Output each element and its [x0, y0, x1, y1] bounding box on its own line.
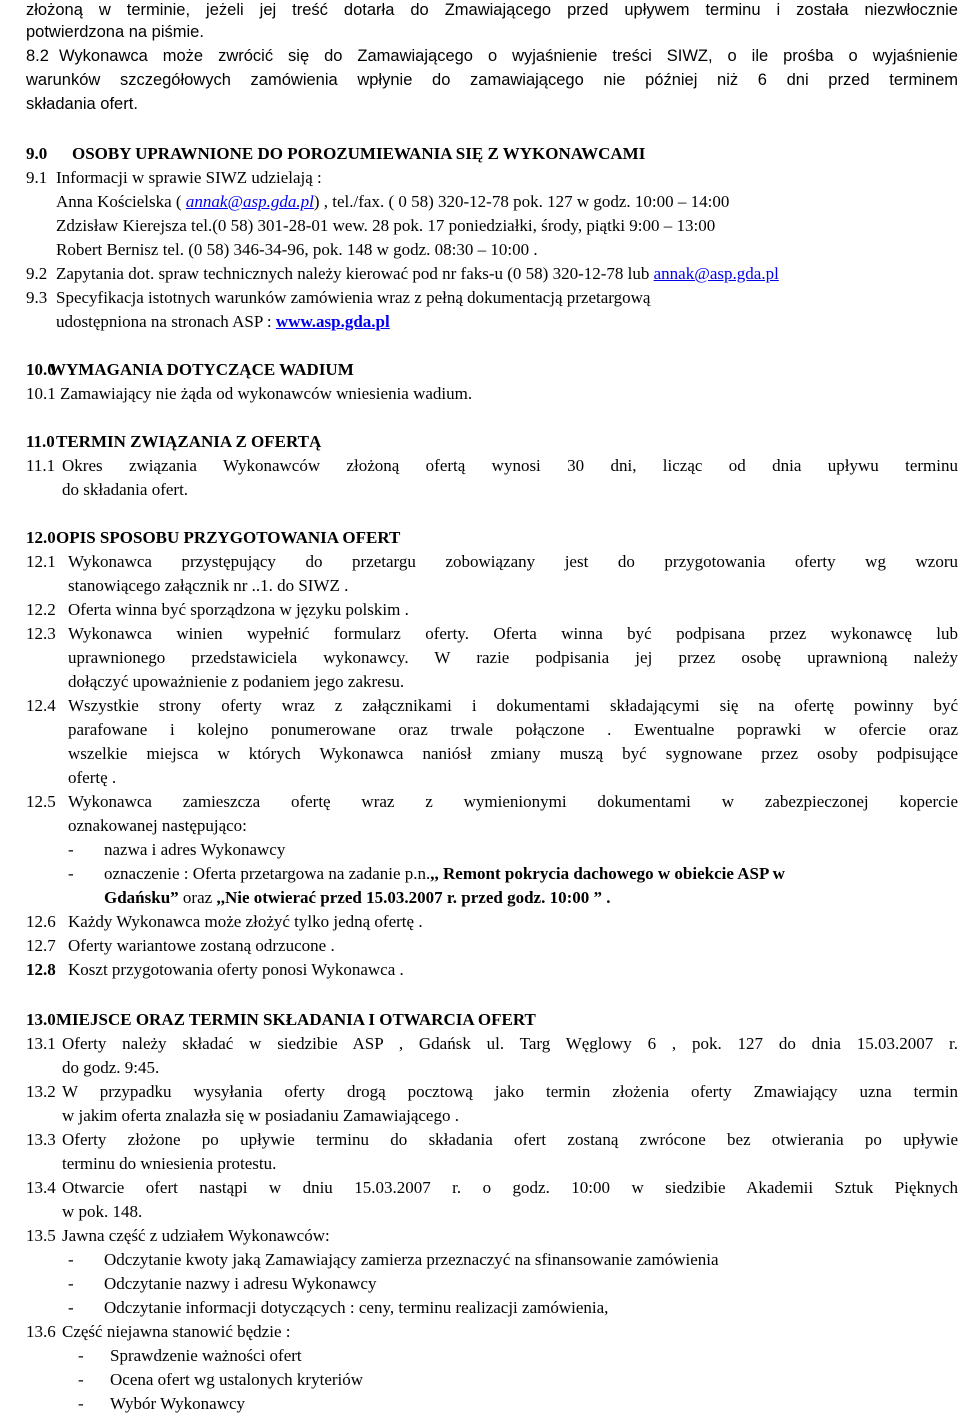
contact-zdzislaw: Zdzisław Kierejsza tel.(0 58) 301-28-01 wew. 28 pok. 17 poniedziałki, środy, piątki 9:00 – 13:00 [56, 216, 716, 235]
section-number: 12.0 [26, 528, 56, 547]
paragraph-line: Okres związania Wykonawców złożoną ofertą wynosi 30 dni, licząc od dnia upływu terminu [62, 456, 958, 475]
bullet-dash: - [78, 1370, 84, 1389]
list-item: Ocena ofert wg ustalonych kryteriów [110, 1370, 364, 1389]
paragraph-line: Oferty złożone po upływie terminu do składania ofert zostaną zwrócone bez otwierania po upływie [62, 1130, 958, 1149]
paragraph-line: W przypadku wysyłania oferty drogą pocztową jako termin złożenia oferty Zmawiający uzna termin [62, 1082, 958, 1101]
do-not-open-note: ,,Nie otwierać przed 15.03.2007 r. przed godz. 10:00 ” . [216, 888, 611, 907]
paragraph-line: Wykonawca przystępujący do przetargu zobowiązany jest do przygotowania oferty wg wzoru [68, 552, 958, 571]
paragraph-line: oznakowanej następująco: [68, 816, 247, 835]
list-item [104, 863, 785, 885]
list-item: Sprawdzenie ważności ofert [110, 1346, 302, 1365]
item-number: 12.6 [26, 912, 56, 931]
section-heading: OSOBY UPRAWNIONE DO POROZUMIEWANIA SIĘ Z WYKONAWCAMI [72, 144, 646, 163]
email-link[interactable]: annak@asp.gda.pl [185, 192, 314, 211]
paragraph-line: Część niejawna stanowić będzie : [62, 1322, 291, 1341]
paragraph-line: Każdy Wykonawca może złożyć tylko jedną ofertę . [68, 912, 423, 931]
paragraph-line: Wszystkie strony oferty wraz z załącznikami i dokumentami składającymi się na ofertę powinny być [68, 696, 958, 715]
item-number: 13.3 [26, 1130, 56, 1149]
paragraph-line: w jakim oferta znalazła się w posiadaniu Zamawiającego . [62, 1106, 459, 1125]
paragraph-line: stanowiącego załącznik nr ..1. do SIWZ . [68, 576, 349, 595]
section-heading: TERMIN ZWIĄZANIA Z OFERTĄ [56, 432, 322, 451]
paragraph-line: parafowane i kolejno ponumerowane oraz trwale połączone . Ewentualne poprawki w ofercie oraz [68, 720, 958, 739]
section-heading: MIEJSCE ORAZ TERMIN SKŁADANIA I OTWARCIA OFERT [56, 1010, 536, 1029]
list-item: Odczytanie informacji dotyczących : ceny, terminu realizacji zamówienia, [104, 1298, 609, 1317]
item-number: 13.1 [26, 1034, 56, 1053]
bullet-dash: - [78, 1394, 84, 1413]
section-number: 11.0 [26, 432, 55, 451]
paragraph-line: dołączyć upoważnienie z podaniem jego zakresu. [68, 672, 405, 691]
bullet-dash: - [68, 864, 74, 883]
paragraph-line [56, 311, 390, 333]
paragraph-line: 10.1 Zamawiający nie żąda od wykonawców wniesienia wadium. [26, 384, 473, 403]
paragraph-line: ofertę . [68, 768, 117, 787]
contact-name: Anna Kościelska ( [56, 192, 186, 211]
paragraph-line: do składania ofert. [62, 480, 189, 499]
list-item: Odczytanie kwoty jaką Zamawiający zamierza przeznaczyć na sfinansowanie zamówienia [104, 1250, 719, 1269]
list-item: Wybór Wykonawcy [110, 1394, 246, 1413]
item-number: 12.7 [26, 936, 56, 955]
section-number: 10.0 [26, 360, 56, 379]
project-title: ,, Remont pokrycia dachowego w obiekcie ASP w [430, 864, 785, 883]
paragraph-line: Wykonawca może zwrócić się do Zamawiającego o wyjaśnienie treści SIWZ, o ile prośba o wyjaśnienie [59, 47, 958, 65]
bullet-dash: - [78, 1346, 84, 1365]
paragraph-line: Informacji w sprawie SIWZ udzielają : [56, 168, 322, 187]
paragraph-line: w pok. 148. [62, 1202, 143, 1221]
website-link[interactable]: www.asp.gda.pl [275, 312, 390, 331]
paragraph-line: do godz. 9:45. [62, 1058, 160, 1077]
paragraph-line: składania ofert. [26, 95, 138, 113]
project-title: Gdańsku” [104, 888, 179, 907]
text-span: oznaczenie : Oferta przetargowa na zadanie p.n. [104, 864, 431, 883]
paragraph-line: wszelkie miejsca w których Wykonawca naniósł zmiany muszą być sygnowane przez osoby podpisujące [68, 744, 958, 763]
item-number: 9.1 [26, 168, 48, 187]
item-number: 11.1 [26, 456, 56, 475]
paragraph-line: warunków szczegółowych zamówienia wpłynie do zamawiającego nie później niż 6 dni przed terminem [26, 71, 958, 89]
item-number: 12.8 [26, 960, 56, 979]
paragraph-line: Otwarcie ofert nastąpi w dniu 15.03.2007 r. o godz. 10:00 w siedzibie Akademii Sztuk Pięknych [62, 1178, 958, 1197]
paragraph-line: Oferty wariantowe zostaną odrzucone . [68, 936, 335, 955]
bullet-dash: - [68, 1250, 74, 1269]
section-number: 13.0 [26, 1010, 56, 1029]
bullet-dash: - [68, 840, 74, 859]
contact-anna [56, 191, 729, 213]
item-number: 12.5 [26, 792, 56, 811]
bullet-dash: - [68, 1274, 74, 1293]
paragraph-line: Koszt przygotowania oferty ponosi Wykonawca . [68, 960, 404, 979]
paragraph-line: Wykonawca winien wypełnić formularz oferty. Oferta winna być podpisana przez wykonawcę lub [68, 624, 958, 643]
paragraph-line: potwierdzona na piśmie. [26, 23, 204, 41]
contact-robert: Robert Bernisz tel. (0 58) 346-34-96, pok. 148 w godz. 08:30 – 10:00 . [56, 240, 538, 259]
section-heading: OPIS SPOSOBU PRZYGOTOWANIA OFERT [56, 528, 401, 547]
paragraph-line [56, 263, 779, 285]
paragraph-line: Specyfikacja istotnych warunków zamówienia wraz z pełną dokumentacją przetargową [56, 288, 651, 307]
paragraph-line: uprawnionego przedstawiciela wykonawcy. W razie podpisania jej przez osobę uprawnioną należy [68, 648, 958, 667]
item-number: 9.2 [26, 264, 48, 283]
list-item-continued [104, 887, 611, 909]
text-span: udostępniona na stronach ASP : [56, 312, 276, 331]
list-item: nazwa i adres Wykonawcy [104, 840, 286, 859]
paragraph-line: Jawna część z udziałem Wykonawców: [62, 1226, 330, 1245]
item-number: 8.2 [26, 47, 49, 65]
contact-details: ) , tel./fax. ( 0 58) 320-12-78 pok. 127 w godz. 10:00 – 14:00 [313, 192, 730, 211]
text-span: Zapytania dot. spraw technicznych należy kierować pod nr faks-u (0 58) 320-12-78 lub [56, 264, 654, 283]
item-number: 9.3 [26, 288, 48, 307]
paragraph-line: złożoną w terminie, jeżeli jej treść dotarła do Zmawiającego przed upływem terminu i została niezwłocznie [26, 1, 958, 19]
paragraph-line: Oferta winna być sporządzona w języku polskim . [68, 600, 409, 619]
bullet-dash: - [68, 1298, 74, 1317]
item-number: 13.5 [26, 1226, 56, 1245]
item-number: 12.1 [26, 552, 56, 571]
paragraph-line: Wykonawca zamieszcza ofertę wraz z wymienionymi dokumentami w zabezpieczonej kopercie [68, 792, 958, 811]
section-heading: WYMAGANIA DOTYCZĄCE WADIUM [49, 360, 354, 379]
text-span: oraz [178, 888, 217, 907]
item-number: 12.4 [26, 696, 56, 715]
item-number: 12.3 [26, 624, 56, 643]
paragraph-line: Oferty należy składać w siedzibie ASP , Gdańsk ul. Targ Węglowy 6 , pok. 127 do dnia 15.03.2007 r. [62, 1034, 958, 1053]
item-number: 13.4 [26, 1178, 56, 1197]
email-link[interactable]: annak@asp.gda.pl [653, 264, 779, 283]
item-number: 12.2 [26, 600, 56, 619]
item-number: 13.6 [26, 1322, 56, 1341]
list-item: Odczytanie nazwy i adresu Wykonawcy [104, 1274, 377, 1293]
section-number: 9.0 [26, 144, 48, 163]
item-number: 13.2 [26, 1082, 56, 1101]
paragraph-line: terminu do wniesienia protestu. [62, 1154, 277, 1173]
